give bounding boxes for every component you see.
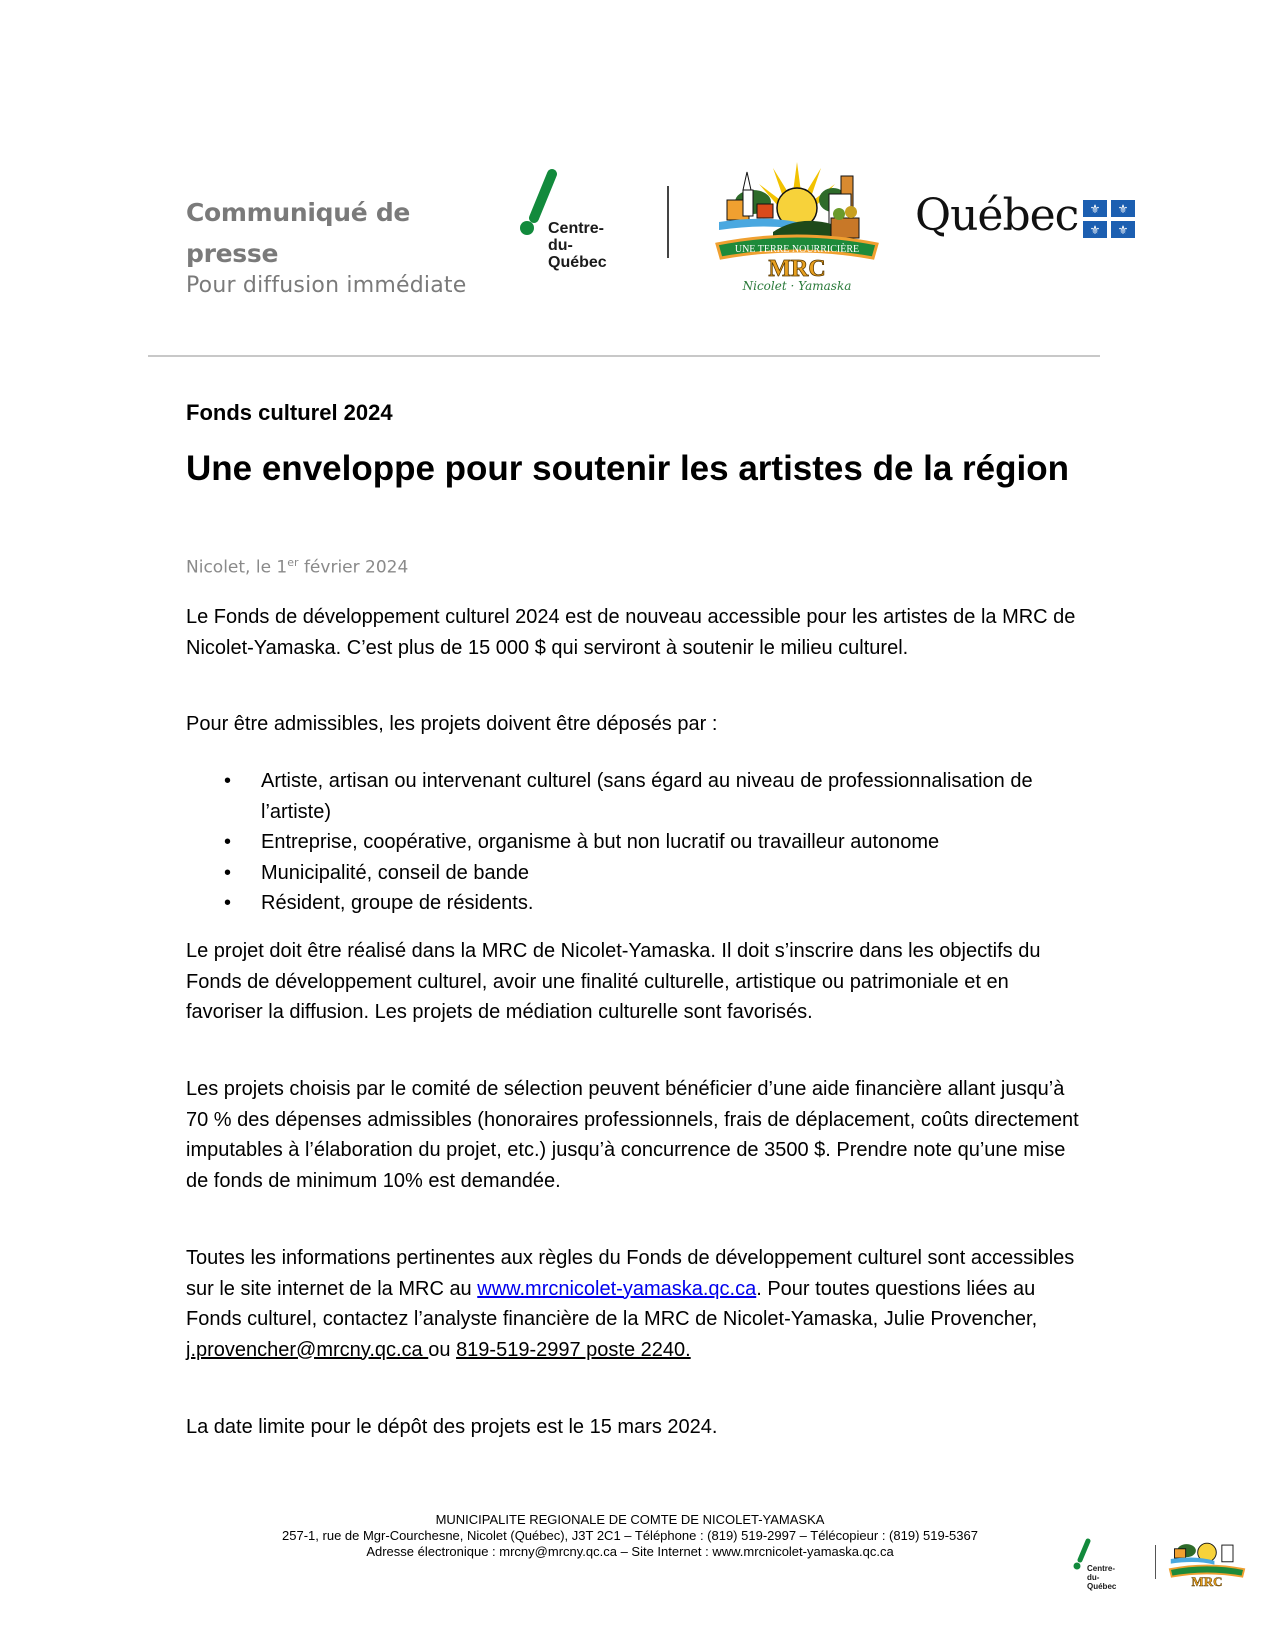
footer-mrc-logo — [1168, 1526, 1246, 1592]
mrc-nicolet-yamaska-logo — [713, 152, 881, 292]
eligibility-list — [186, 766, 1086, 919]
bullet-icon: • — [224, 861, 232, 884]
heading-line-2: presse — [186, 239, 279, 268]
heading-line-1: Communiqué de — [186, 198, 411, 227]
footer-logo-divider — [1155, 1545, 1156, 1579]
footer-address-block — [200, 1512, 1060, 1560]
list-item: • Artiste, artisan ou intervenant culturel (sans égard au niveau de professionnalisation de l’artiste) — [186, 766, 1086, 827]
quebec-government-wordmark: Québec — [915, 190, 1079, 241]
paragraph-contact: Toutes les informations pertinentes aux règles du Fonds de développement culturel sont accessibles sur le site internet de la MRC au www.mrcnicolet-yamaska.qc.ca. Pour toutes questions liées au Fonds culturel, contactez l’analyste financière de la MRC de Nicolet-Yamaska, Julie Provencher, j.provencher@mrcny.qc.ca ou 819-519-2997 poste 2240. — [186, 1247, 1075, 1361]
logo-divider — [667, 186, 669, 258]
website-link[interactable]: www.mrcnicolet-yamaska.qc.ca — [477, 1277, 757, 1300]
svg-text:MRC: MRC — [1191, 1573, 1223, 1589]
centre-du-quebec-wordmark: Centre- du- Québec — [548, 220, 607, 271]
footer-contact: Adresse électronique : mrcny@mrcny.qc.ca – Site Internet : www.mrcnicolet-yamaska.qc.ca — [366, 1544, 894, 1559]
email-link[interactable]: j.provencher@mrcny.qc.ca — [186, 1338, 429, 1361]
press-release-heading — [186, 192, 410, 274]
footer-address: 257-1, rue de Mgr-Courchesne, Nicolet (Québec), J3T 2C1 – Téléphone : (819) 519-2997 – Télécopieur : (819) 519-5367 — [282, 1528, 978, 1543]
list-item: • Entreprise, coopérative, organisme à but non lucratif ou travailleur autonome — [186, 827, 1086, 858]
phone-link[interactable]: 819-519-2997 poste 2240. — [456, 1338, 691, 1361]
paragraph-funding: Les projets choisis par le comité de sélection peuvent bénéficier d’une aide financière allant jusqu’à 70 % des dépenses admissibles (honoraires professionnels, frais de déplacement, coûts directement imputables à l’élaboration du projet, etc.) jusqu’à concurrence de 3500 $. Prendre note qu’une mise de fonds de minimum 10% est demandée. — [186, 1078, 1079, 1192]
dateline: Nicolet, le 1er février 2024 — [186, 556, 409, 578]
paragraph-intro: Le Fonds de développement culturel 2024 est de nouveau accessible pour les artistes de la MRC de Nicolet-Yamaska. C’est plus de 15 000 $ qui serviront à soutenir le milieu culturel. — [186, 606, 1076, 659]
centre-du-quebec-logo — [518, 168, 628, 280]
mrc-landscape-icon — [713, 152, 881, 292]
article-title: Une enveloppe pour soutenir les artistes de la région — [186, 449, 1069, 488]
footer-centre-du-quebec-logo: Centre- du- Québec — [1072, 1538, 1132, 1596]
svg-text:UNE TERRE NOURRICIÈRE: UNE TERRE NOURRICIÈRE — [734, 244, 860, 255]
svg-text:⚜: ⚜ — [1089, 223, 1101, 237]
bullet-icon: • — [224, 831, 232, 853]
header-divider — [148, 355, 1100, 357]
paragraph-requirements: Le projet doit être réalisé dans la MRC de Nicolet-Yamaska. Il doit s’inscrire dans les objectifs du Fonds de développement culturel, avoir une finalité culturelle, artistique ou patrimoniale et en favoriser la diffusion. Les projets de médiation culturelle sont favorisés. — [186, 940, 1041, 1023]
quebec-flag-icon — [1083, 200, 1135, 238]
article-kicker: Fonds culturel 2024 — [186, 400, 393, 425]
svg-text:⚜: ⚜ — [1117, 223, 1129, 237]
svg-text:MRC: MRC — [768, 256, 826, 282]
paragraph-eligibility: Pour être admissibles, les projets doivent être déposés par : — [186, 713, 718, 735]
svg-text:⚜: ⚜ — [1089, 202, 1101, 216]
list-item: • Municipalité, conseil de bande — [186, 858, 1086, 889]
svg-text:⚜: ⚜ — [1117, 202, 1129, 216]
release-subtitle: Pour diffusion immédiate — [186, 273, 467, 298]
bullet-icon: • — [224, 770, 232, 792]
svg-text:Nicolet · Yamaska: Nicolet · Yamaska — [742, 279, 852, 292]
paragraph-deadline: La date limite pour le dépôt des projets est le 15 mars 2024. — [186, 1416, 718, 1438]
mrc-landscape-icon — [1168, 1526, 1246, 1592]
footer-org-name: MUNICIPALITE REGIONALE DE COMTE DE NICOLET-YAMASKA — [435, 1512, 825, 1527]
bullet-icon: • — [224, 892, 232, 914]
list-item: • Résident, groupe de résidents. — [186, 888, 1086, 919]
